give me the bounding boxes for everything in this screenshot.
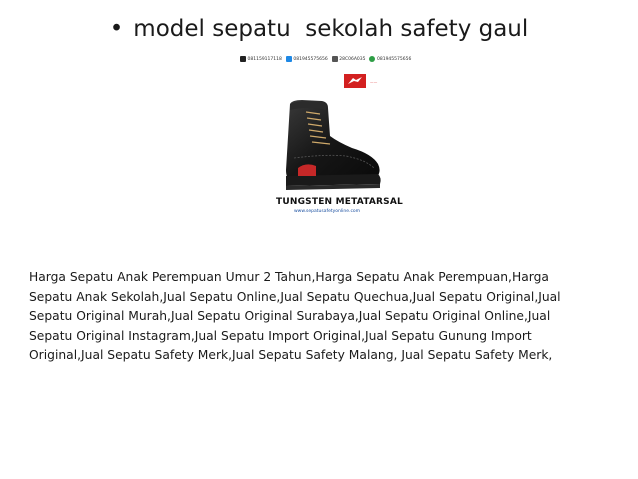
- brand-logo-icon: [344, 74, 366, 88]
- keyword-paragraph: [29, 268, 619, 366]
- title-bullet: •: [109, 16, 124, 42]
- contact-whatsapp: [369, 56, 411, 62]
- contact-text: 28C06A035: [339, 56, 366, 62]
- contact-phone: [286, 56, 328, 62]
- whatsapp-icon: [369, 56, 375, 62]
- product-image: [238, 54, 424, 220]
- contact-text: 081159117118: [247, 56, 282, 62]
- paragraph-line: Original,Jual Sepatu Safety Merk,Jual Sepatu Safety Malang, Jual Sepatu Safety Merk,: [29, 348, 553, 362]
- product-website: www.sepatusafetyonline.com: [294, 209, 361, 214]
- slide-title: [0, 16, 638, 42]
- contact-text: 081945575656: [376, 56, 412, 62]
- paragraph-line: Sepatu Original Murah,Jual Sepatu Original Surabaya,Jual Sepatu Original Online,Jual: [29, 309, 551, 323]
- contact-blackberry: [240, 56, 282, 62]
- contact-bar: [240, 54, 424, 64]
- brand-text: ——: [370, 80, 378, 84]
- safety-boot-icon: [276, 98, 386, 194]
- contact-text: 081945575656: [293, 56, 328, 62]
- blackberry-icon: [240, 56, 246, 62]
- paragraph-line: Sepatu Anak Sekolah,Jual Sepatu Online,Jual Sepatu Quechua,Jual Sepatu Original,Jual: [29, 289, 561, 304]
- paragraph-line: Sepatu Original Instagram,Jual Sepatu Import Original,Jual Sepatu Gunung Import: [29, 328, 532, 343]
- product-caption: TUNGSTEN METATARSAL: [276, 197, 403, 207]
- phone-icon: [286, 56, 292, 62]
- paragraph-line: Harga Sepatu Anak Perempuan Umur 2 Tahun,Harga Sepatu Anak Perempuan,Harga: [29, 270, 549, 284]
- title-text: model sepatu sekolah safety gaul: [133, 16, 529, 42]
- contact-bbm: [332, 56, 366, 62]
- bbm-pin-icon: [332, 56, 338, 62]
